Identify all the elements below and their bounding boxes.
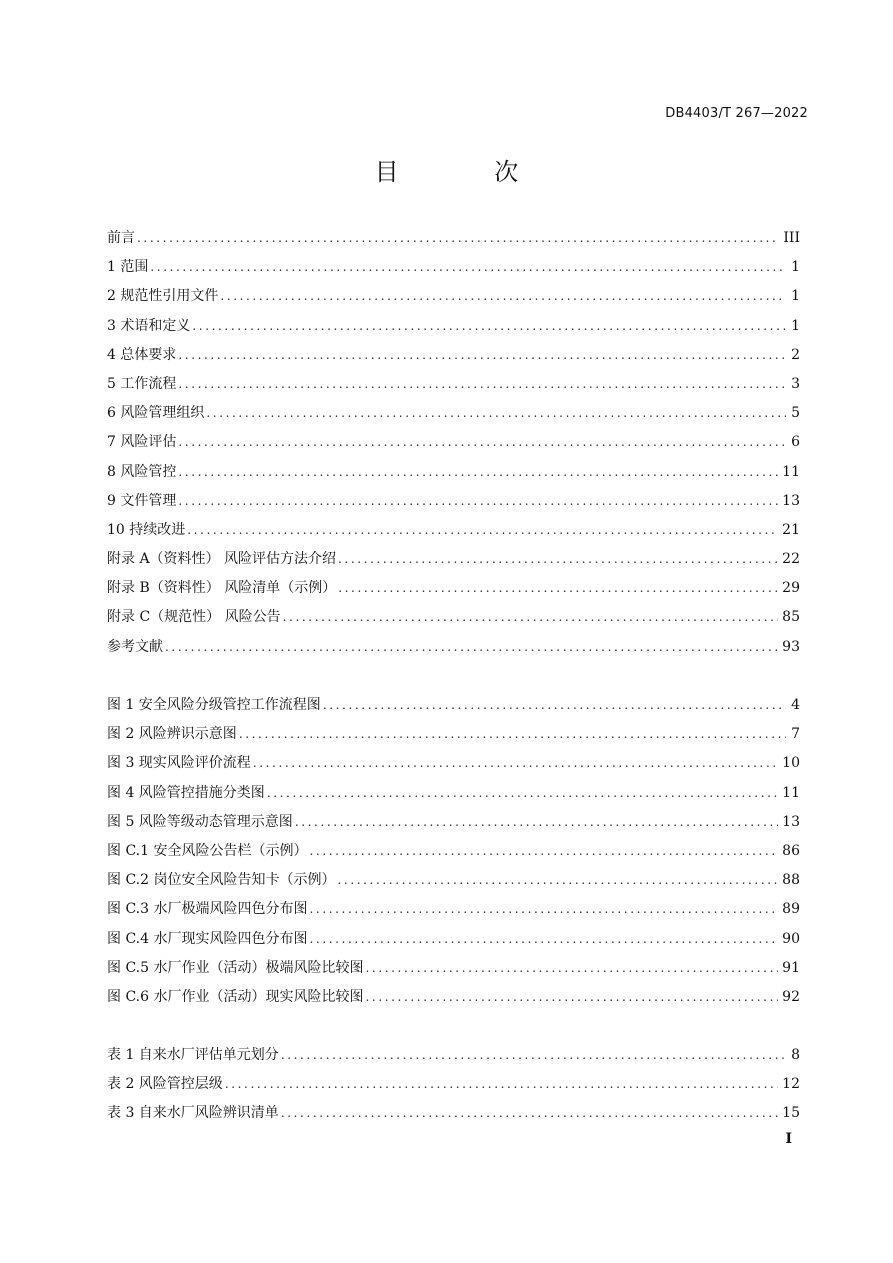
page-title: 目 次 bbox=[374, 158, 563, 186]
figure-entry[interactable] bbox=[107, 841, 800, 870]
toc-entry-label: 图 C.5 水厂作业（活动）极端风险比较图 bbox=[107, 959, 364, 976]
toc-entry-page: 22 bbox=[782, 551, 800, 568]
toc-entry-label: 3 术语和定义 bbox=[107, 317, 191, 334]
toc-entry-page: 13 bbox=[782, 492, 800, 509]
toc-entry-page: 21 bbox=[782, 521, 800, 538]
toc-entry-label: 图 C.2 岗位安全风险告知卡（示例） bbox=[107, 872, 336, 889]
dot-leader bbox=[137, 228, 779, 248]
toc-entry-label: 表 2 风险管控层级 bbox=[107, 1076, 223, 1093]
toc-entry-label: 表 1 自来水厂评估单元划分 bbox=[107, 1047, 279, 1063]
toc-entry-label: 参考文献 bbox=[107, 638, 163, 655]
dot-leader bbox=[281, 1103, 778, 1123]
toc-entry[interactable] bbox=[107, 462, 800, 491]
toc-entry[interactable] bbox=[107, 491, 800, 520]
toc-entry-page: 5 bbox=[791, 405, 800, 422]
toc-entry[interactable] bbox=[107, 607, 800, 636]
toc-entry[interactable] bbox=[107, 403, 800, 432]
figure-entry[interactable] bbox=[107, 899, 800, 928]
toc-entry-page: 88 bbox=[782, 872, 800, 889]
toc-entry-page: 1 bbox=[791, 288, 800, 305]
dot-leader bbox=[281, 1045, 786, 1065]
dot-leader bbox=[337, 870, 778, 890]
dot-leader bbox=[225, 1074, 778, 1094]
dot-leader bbox=[178, 432, 786, 452]
toc-entry-page: 85 bbox=[782, 609, 800, 626]
figure-entry[interactable] bbox=[107, 870, 800, 899]
toc-entry-label: 1 范围 bbox=[107, 259, 149, 276]
dot-leader bbox=[365, 987, 778, 1007]
toc-entry-page: 89 bbox=[782, 901, 800, 918]
toc-entry-page: 29 bbox=[782, 580, 800, 597]
toc-entry-page: 13 bbox=[782, 813, 800, 830]
toc-entry-label: 2 规范性引用文件 bbox=[107, 288, 219, 305]
toc-entry[interactable] bbox=[107, 637, 800, 666]
figure-entry[interactable] bbox=[107, 724, 800, 753]
toc-entry-label: 4 总体要求 bbox=[107, 346, 177, 363]
figure-entry[interactable] bbox=[107, 929, 800, 958]
toc-tables-list bbox=[107, 1045, 800, 1133]
dot-leader bbox=[178, 374, 786, 394]
toc-entry-label: 6 风险管理组织 bbox=[107, 405, 205, 422]
toc-entry-page: 4 bbox=[791, 697, 800, 713]
toc-entry-page: 2 bbox=[791, 346, 800, 363]
figure-entry[interactable] bbox=[107, 783, 800, 812]
toc-entry[interactable] bbox=[107, 549, 800, 578]
toc-entry-page: 15 bbox=[782, 1105, 800, 1122]
dot-leader bbox=[239, 724, 786, 744]
figure-entry[interactable] bbox=[107, 753, 800, 782]
toc-entry-page: 12 bbox=[782, 1076, 800, 1093]
toc-entry-page: 1 bbox=[791, 317, 800, 334]
toc-entry-page: 91 bbox=[782, 959, 800, 976]
toc-entry-label: 附录 B（资料性） 风险清单（示例） bbox=[107, 580, 337, 597]
toc-entry[interactable] bbox=[107, 257, 800, 286]
toc-entry-page: 93 bbox=[782, 638, 800, 655]
toc-entry-label: 图 4 风险管控措施分类图 bbox=[107, 784, 265, 801]
dot-leader bbox=[309, 929, 778, 949]
toc-entry-page: 3 bbox=[791, 375, 800, 392]
dot-leader bbox=[253, 753, 778, 773]
document-code: DB4403/T 267—2022 bbox=[665, 106, 808, 121]
dot-leader bbox=[295, 812, 778, 832]
toc-entry-label: 8 风险管控 bbox=[107, 463, 177, 480]
dot-leader bbox=[323, 695, 786, 715]
dot-leader bbox=[178, 491, 778, 511]
table-entry[interactable] bbox=[107, 1103, 800, 1132]
toc-entry-label: 5 工作流程 bbox=[107, 375, 177, 392]
dot-leader bbox=[178, 345, 786, 365]
toc-contents-list bbox=[107, 228, 800, 666]
toc-entry-label: 图 3 现实风险评价流程 bbox=[107, 755, 251, 772]
dot-leader bbox=[365, 958, 778, 978]
toc-entry[interactable] bbox=[107, 432, 800, 461]
toc-entry-page: III bbox=[783, 230, 800, 246]
toc-entry-page: 6 bbox=[791, 434, 800, 451]
toc-entry-page: 11 bbox=[782, 784, 800, 801]
toc-entry[interactable] bbox=[107, 228, 800, 257]
toc-entry-label: 前言 bbox=[107, 230, 135, 246]
dot-leader bbox=[338, 549, 778, 569]
toc-entry-page: 1 bbox=[791, 259, 800, 276]
toc-entry[interactable] bbox=[107, 374, 800, 403]
dot-leader bbox=[150, 257, 786, 277]
toc-entry-label: 附录 C（规范性） 风险公告 bbox=[107, 609, 281, 626]
dot-leader bbox=[206, 403, 786, 423]
dot-leader bbox=[165, 637, 778, 657]
toc-entry-page: 86 bbox=[782, 842, 800, 859]
toc-entry-label: 图 2 风险辨识示意图 bbox=[107, 726, 237, 743]
dot-leader bbox=[338, 578, 778, 598]
dot-leader bbox=[178, 462, 778, 482]
figure-entry[interactable] bbox=[107, 812, 800, 841]
toc-entry-label: 7 风险评估 bbox=[107, 434, 177, 451]
toc-entry-page: 11 bbox=[782, 463, 800, 480]
dot-leader bbox=[267, 783, 778, 803]
figure-entry[interactable] bbox=[107, 958, 800, 987]
table-entry[interactable] bbox=[107, 1045, 800, 1074]
dot-leader bbox=[309, 841, 778, 861]
toc-entry[interactable] bbox=[107, 316, 800, 345]
figure-entry[interactable] bbox=[107, 987, 800, 1016]
toc-entry-page: 92 bbox=[782, 988, 800, 1005]
page-number: I bbox=[785, 1131, 792, 1147]
toc-figures-list bbox=[107, 695, 800, 1016]
toc-entry[interactable] bbox=[107, 345, 800, 374]
table-entry[interactable] bbox=[107, 1074, 800, 1103]
toc-entry[interactable] bbox=[107, 578, 800, 607]
toc-entry-page: 7 bbox=[791, 726, 800, 743]
toc-entry-label: 图 C.1 安全风险公告栏（示例） bbox=[107, 842, 308, 859]
dot-leader bbox=[283, 607, 779, 627]
toc-entry-label: 图 C.4 水厂现实风险四色分布图 bbox=[107, 930, 308, 947]
toc-entry-label: 图 C.6 水厂作业（活动）现实风险比较图 bbox=[107, 988, 364, 1005]
toc-entry-page: 10 bbox=[782, 755, 800, 772]
toc-entry-label: 图 1 安全风险分级管控工作流程图 bbox=[107, 697, 321, 713]
dot-leader bbox=[220, 286, 786, 306]
toc-entry-label: 图 C.3 水厂极端风险四色分布图 bbox=[107, 901, 308, 918]
toc-entry[interactable] bbox=[107, 286, 800, 315]
toc-entry-label: 表 3 自来水厂风险辨识清单 bbox=[107, 1105, 279, 1122]
toc-entry-page: 90 bbox=[782, 930, 800, 947]
toc-entry-label: 9 文件管理 bbox=[107, 492, 177, 509]
dot-leader bbox=[192, 316, 786, 336]
toc-entry-page: 8 bbox=[791, 1047, 800, 1063]
dot-leader bbox=[309, 899, 778, 919]
figure-entry[interactable] bbox=[107, 695, 800, 724]
toc-entry-label: 图 5 风险等级动态管理示意图 bbox=[107, 813, 293, 830]
dot-leader bbox=[187, 520, 778, 540]
toc-entry-label: 10 持续改进 bbox=[107, 521, 186, 538]
toc-entry-label: 附录 A（资料性） 风险评估方法介绍 bbox=[107, 551, 337, 568]
toc-entry[interactable] bbox=[107, 520, 800, 549]
